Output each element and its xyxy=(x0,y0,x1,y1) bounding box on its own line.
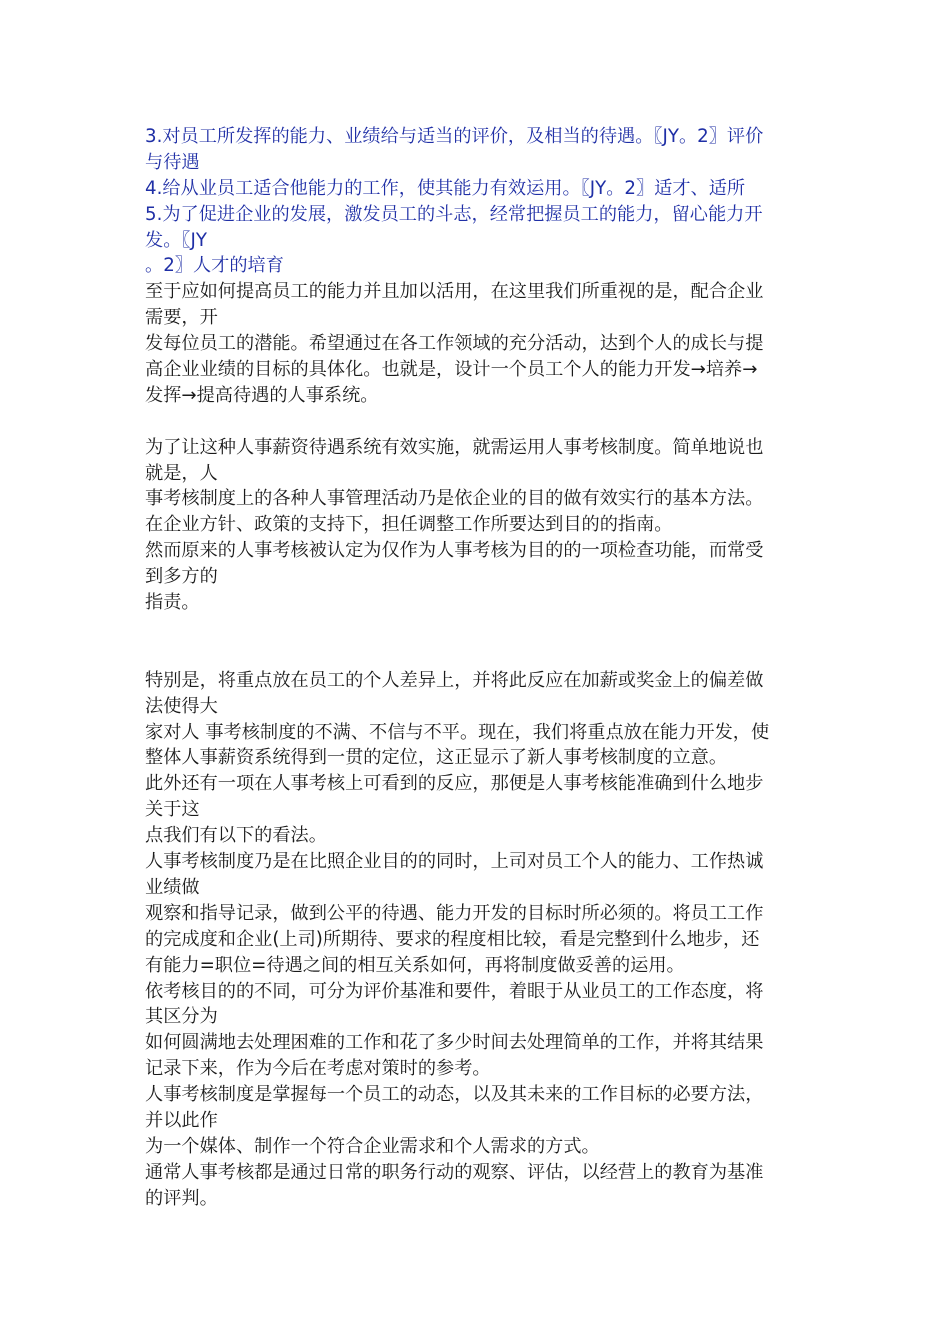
text-line: 并以此作 xyxy=(145,1109,218,1131)
blue-paragraph-5 xyxy=(145,202,814,280)
text-line: 整体人事薪资系统得到一贯的定位，这正显示了新人事考核制度的立意。 xyxy=(145,747,728,769)
text-line: 为一个媒体、制作一个符合企业需求和个人需求的方式。 xyxy=(145,1135,600,1157)
text-line: 人事考核制度是掌握每一个员工的动态，以及其未来的工作目标的必要方法， xyxy=(145,1084,764,1106)
text-line: 点我们有以下的看法。 xyxy=(145,825,327,847)
text-line: 事考核制度上的各种人事管理活动乃是依企业的目的做有效实行的基本方法。 xyxy=(145,488,764,510)
text-line: 人事考核制度乃是在比照企业目的的同时，上司对员工个人的能力、工作热诚 xyxy=(145,851,764,873)
text-line: 至于应如何提高员工的能力并且加以活用，在这里我们所重视的是，配合企业 xyxy=(145,281,764,303)
text-line: 记录下来，作为今后在考虑对策时的参考。 xyxy=(145,1058,491,1080)
text-line: 通常人事考核都是通过日常的职务行动的观察、评估，以经营上的教育为基准 xyxy=(145,1161,764,1183)
text-line: 5.为了促进企业的发展，激发员工的斗志，经常把握员工的能力，留心能力开 xyxy=(145,203,763,225)
text-line: 就是，人 xyxy=(145,462,218,484)
text-line: 其区分为 xyxy=(145,1006,218,1028)
text-line: 发每位员工的潜能。希望通过在各工作领域的充分活动，达到个人的成长与提 xyxy=(145,333,764,355)
paragraph-gap xyxy=(145,409,814,435)
text-line: 发。〖JY xyxy=(145,229,207,251)
text-line: 4.给从业员工适合他能力的工作，使其能力有效运用。〖JY。2〗适才、适所 xyxy=(145,177,746,199)
text-line: 高企业业绩的目标的具体化。也就是，设计一个员工个人的能力开发→培养→ xyxy=(145,359,758,381)
text-line: 此外还有一项在人事考核上可看到的反应，那便是人事考核能准确到什么地步 xyxy=(145,773,764,795)
text-line: 3.对员工所发挥的能力、业绩给与适当的评价，及相当的待遇。〖JY。2〗评价 xyxy=(145,126,764,147)
text-line: 的评判。 xyxy=(145,1187,218,1209)
text-line: 如何圆满地去处理困难的工作和花了多少时间去处理简单的工作，并将其结果 xyxy=(145,1032,764,1054)
text-line: 需要，开 xyxy=(145,307,218,329)
text-line: 特别是，将重点放在员工的个人差异上，并将此反应在加薪或奖金上的偏差做 xyxy=(145,669,764,691)
text-line: 指责。 xyxy=(145,592,200,614)
paragraph-ability-development xyxy=(145,279,814,408)
paragraph-gap xyxy=(145,616,814,642)
text-line: 法使得大 xyxy=(145,695,218,717)
text-line: 家对人 事考核制度的不满、不信与不平。现在，我们将重点放在能力开发，使 xyxy=(145,721,770,743)
text-line: 为了让这种人事薪资待遇系统有效实施，就需运用人事考核制度。简单地说也 xyxy=(145,436,764,458)
text-line: 的完成度和企业(上司)所期待、要求的程度相比较，看是完整到什么地步，还 xyxy=(145,928,760,950)
paragraph-individual-differences xyxy=(145,668,814,1212)
text-line: 在企业方针、政策的支持下，担任调整工作所要达到目的的指南。 xyxy=(145,514,673,536)
text-line: 业绩做 xyxy=(145,876,200,898)
text-line: 依考核目的的不同，可分为评价基准和要件，着眼于从业员工的工作态度，将 xyxy=(145,980,764,1002)
text-line: 与待遇 xyxy=(145,151,200,173)
text-line: 有能力=职位=待遇之间的相互关系如何，再将制度做妥善的运用。 xyxy=(145,954,685,976)
blue-paragraph-4 xyxy=(145,176,814,202)
blue-paragraph-3 xyxy=(145,124,814,176)
text-line: 然而原来的人事考核被认定为仅作为人事考核为目的的一项检查功能，而常受 xyxy=(145,540,764,562)
text-line: 发挥→提高待遇的人事系统。 xyxy=(145,384,379,406)
paragraph-gap xyxy=(145,642,814,668)
text-line: 关于这 xyxy=(145,799,200,821)
text-line: 到多方的 xyxy=(145,566,218,588)
text-line: 。2〗人才的培育 xyxy=(145,255,284,277)
paragraph-evaluation-system xyxy=(145,435,814,616)
text-line: 观察和指导记录，做到公平的待遇、能力开发的目标时所必须的。将员工工作 xyxy=(145,902,764,924)
